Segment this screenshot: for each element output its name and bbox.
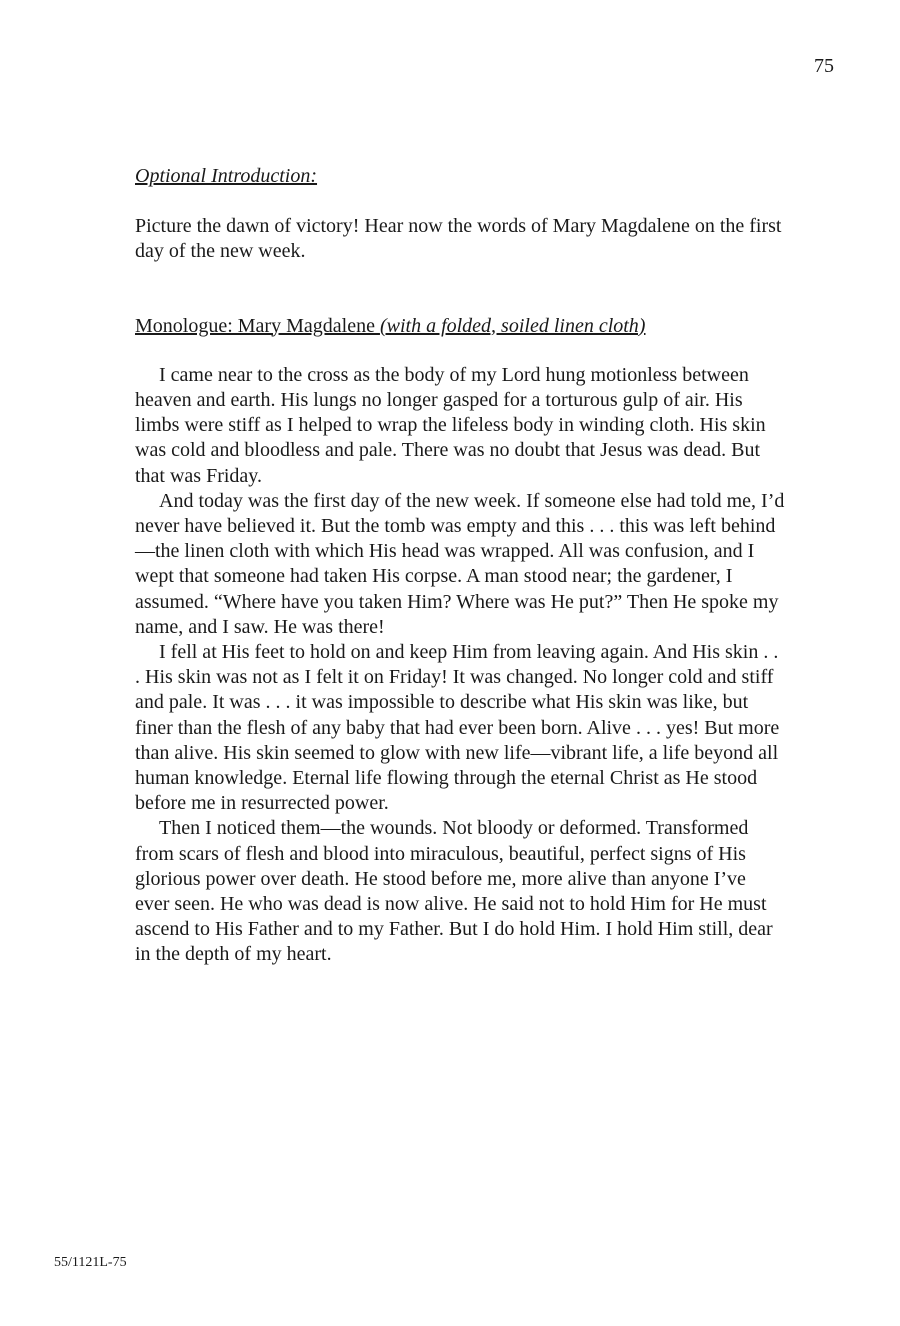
intro-text: Picture the dawn of victory! Hear now the words of Mary Magdalene on the first day of the new week.: [135, 215, 782, 263]
monologue-heading: [135, 314, 785, 339]
footer-code: 55/1121L-75: [54, 1255, 127, 1270]
intro-heading: Optional Introduction:: [135, 165, 318, 187]
monologue-paragraph: Then I noticed them—the wounds. Not bloody or deformed. Transformed from scars of flesh and blood into miraculous, beautiful, perfect signs of His glorious power over death. He stood before me, more alive than anyone I’ve ever seen. He who was dead is now alive. He said not to hold Him for He must ascend to His Father and to my Father. But I do hold Him. I hold Him still, dear in the depth of my heart.: [135, 817, 773, 966]
monologue-paragraph: I fell at His feet to hold on and keep Him from leaving again. And His skin . . . His skin was not as I felt it on Friday! It was changed. No longer cold and stiff and pale. It was . . . it was impossible to describe what His skin was like, but finer than the flesh of any baby that had ever been born. Alive . . . yes! But more than alive. His skin seemed to glow with new life—vibrant life, a life beyond all human knowledge. Eternal life flowing through the eternal Christ as He stood before me in resurrected power.: [135, 641, 780, 815]
monologue-body: [135, 363, 785, 968]
monologue-paragraph: And today was the first day of the new week. If someone else had told me, I’d never have believed it. But the tomb was empty and this . . . this was left behind—the linen cloth with which His head was wrapped. All was confusion, and I wept that someone had taken His corpse. A man stood near; the gardener, I assumed. “Where have you taken Him? Where was He put?” Then He spoke my name, and I saw. He was there!: [135, 489, 785, 638]
page-content: [135, 164, 785, 968]
stage-direction: (with a folded, soiled linen cloth): [379, 314, 646, 337]
monologue-title: Monologue: Mary Magdalene: [135, 314, 380, 337]
monologue-paragraph: I came near to the cross as the body of my Lord hung motionless between heaven and earth. His lungs no longer gasped for a torturous gulp of air. His limbs were stiff as I helped to wrap the lifeless body in winding cloth. His skin was cold and bloodless and pale. There was no doubt that Jesus was dead. But that was Friday.: [135, 363, 766, 487]
page-number: 75: [814, 55, 834, 77]
